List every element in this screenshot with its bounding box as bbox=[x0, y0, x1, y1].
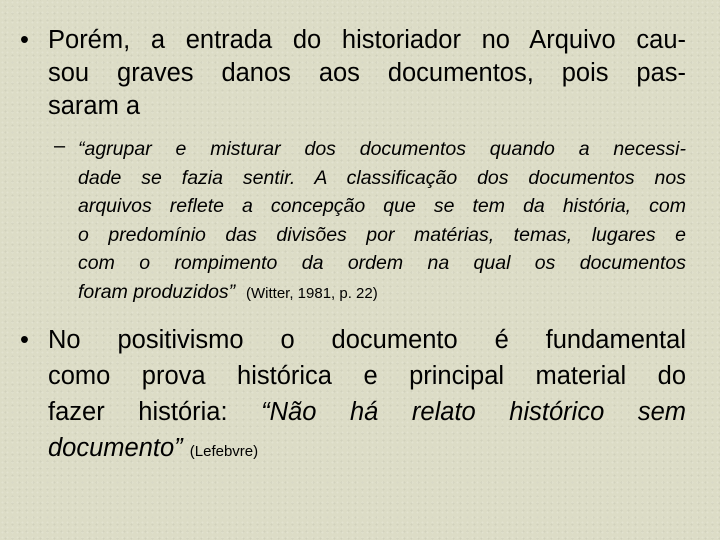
dash-marker: – bbox=[54, 135, 66, 157]
bullet2-line-3-italic: “Não há relato histórico sem bbox=[261, 398, 686, 426]
bullet1-line-3: saram a bbox=[48, 92, 141, 120]
bullet-marker: • bbox=[20, 26, 29, 54]
quote-line-6 bbox=[78, 278, 686, 309]
bullet2-line-3 bbox=[48, 394, 686, 430]
bullet2-line-3-plain: fazer história: bbox=[48, 398, 262, 426]
quote-line-1: “agrupar e misturar dos documentos quando a necessi- bbox=[78, 138, 686, 160]
bullet1-line-1: Porém, a entrada do historiador no Arquivo cau- bbox=[48, 26, 686, 54]
citation-witter: (Witter, 1981, p. 22) bbox=[246, 284, 378, 302]
quote-last-text: foram produzidos” bbox=[78, 280, 236, 303]
bullet2-line-2: como prova histórica e principal material do bbox=[48, 362, 686, 390]
quote-line-5: com o rompimento da ordem na qual os documentos bbox=[78, 252, 686, 274]
citation-lefebvre: (Lefebvre) bbox=[189, 443, 259, 460]
bullet-item-2 bbox=[18, 322, 686, 470]
bullet-marker: • bbox=[20, 326, 29, 354]
bullet2-line-4 bbox=[48, 430, 686, 470]
sub-bullet-quote bbox=[18, 135, 686, 308]
quote-line-2: dade se fazia sentir. A classificação dos documentos nos bbox=[78, 166, 686, 189]
bullet1-line-2: sou graves danos aos documentos, pois pas- bbox=[48, 59, 686, 87]
quote-line-4: o predomínio das divisões por matérias, temas, lugares e bbox=[78, 223, 686, 246]
quote-line-3: arquivos reflete a concepção que se tem da história, com bbox=[78, 195, 686, 217]
bullet2-line-1: No positivismo o documento é fundamental bbox=[48, 326, 686, 354]
bullet-item-1 bbox=[18, 24, 686, 123]
bullet2-line-4-italic: documento” bbox=[48, 434, 183, 462]
